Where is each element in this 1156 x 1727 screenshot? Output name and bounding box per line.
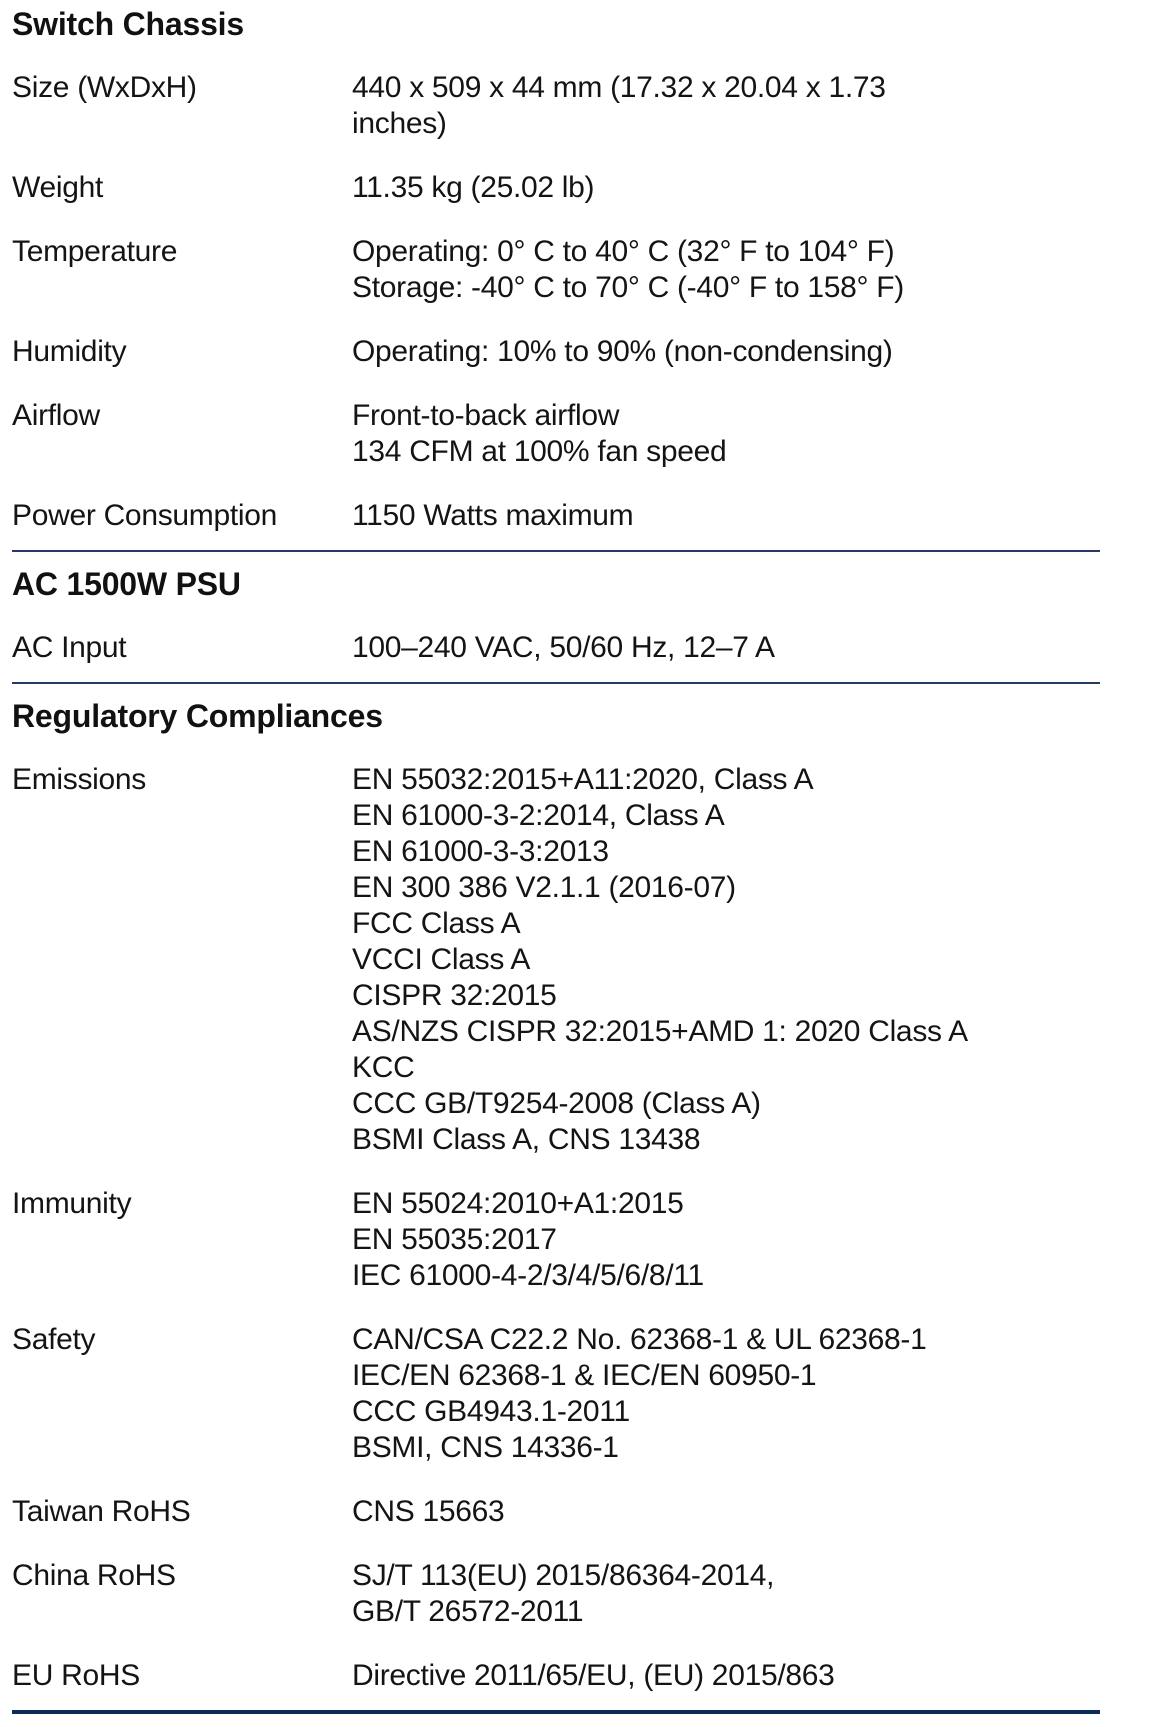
spec-value-line: Operating: 10% to 90% (non-condensing): [352, 335, 893, 368]
spec-row-temperature: [12, 220, 1156, 320]
section-switch-chassis: [12, 6, 1156, 548]
spec-value: [352, 1186, 1156, 1294]
spec-row-weight: [12, 156, 1156, 220]
spec-value-line: IEC 61000-4-2/3/4/5/6/8/11: [352, 1259, 704, 1292]
spec-row-power-consumption: [12, 484, 1156, 548]
spec-row-taiwan-rohs: [12, 1480, 1156, 1544]
spec-label: Immunity: [12, 1187, 132, 1220]
spec-value-line: IEC/EN 62368-1 & IEC/EN 60950-1: [352, 1359, 817, 1392]
spec-value-line: CISPR 32:2015: [352, 979, 557, 1012]
spec-value-line: BSMI Class A, CNS 13438: [352, 1123, 701, 1156]
spec-label: Safety: [12, 1323, 96, 1356]
section-ac-psu: [12, 566, 1156, 680]
spec-value-line: EN 55024:2010+A1:2015: [352, 1187, 684, 1220]
spec-value-line: CNS 15663: [352, 1495, 505, 1528]
section-heading: Regulatory Compliances: [12, 698, 383, 734]
spec-label: China RoHS: [12, 1559, 176, 1592]
spec-label: Power Consumption: [12, 499, 278, 532]
spec-value-line: VCCI Class A: [352, 943, 531, 976]
section-heading: Switch Chassis: [12, 6, 244, 42]
section-heading: AC 1500W PSU: [12, 566, 241, 602]
spec-value-line: AS/NZS CISPR 32:2015+AMD 1: 2020 Class A: [352, 1015, 968, 1048]
spec-value-line: 100–240 VAC, 50/60 Hz, 12–7 A: [352, 631, 775, 664]
spec-value-line: CAN/CSA C22.2 No. 62368-1 & UL 62368-1: [352, 1323, 927, 1356]
spec-value: [352, 70, 1156, 142]
spec-value-line: EN 55035:2017: [352, 1223, 557, 1256]
spec-value-line: Front-to-back airflow: [352, 399, 620, 432]
spec-value-line: CCC GB/T9254-2008 (Class A): [352, 1087, 761, 1120]
spec-label: Emissions: [12, 763, 146, 796]
spec-row-size: [12, 56, 1156, 156]
spec-value-line: SJ/T 113(EU) 2015/86364-2014,: [352, 1559, 775, 1592]
spec-label: AC Input: [12, 631, 127, 664]
spec-row-emissions: [12, 748, 1156, 1172]
spec-value-line: 134 CFM at 100% fan speed: [352, 435, 727, 468]
spec-value-line: BSMI, CNS 14336-1: [352, 1431, 619, 1464]
spec-value: [352, 1494, 1156, 1530]
spec-value: [352, 398, 1156, 470]
spec-value-line: CCC GB4943.1-2011: [352, 1395, 630, 1428]
spec-row-ac-input: [12, 616, 1156, 680]
spec-value-line: FCC Class A: [352, 907, 521, 940]
spec-label: Airflow: [12, 399, 100, 432]
spec-label: Taiwan RoHS: [12, 1495, 191, 1528]
spec-value: [352, 170, 1156, 206]
spec-value: [352, 334, 1156, 370]
spec-row-eu-rohs: [12, 1644, 1156, 1708]
spec-value-line: Directive 2011/65/EU, (EU) 2015/863: [352, 1659, 835, 1692]
section-regulatory-compliances: [12, 698, 1156, 1708]
spec-value: [352, 630, 1156, 666]
spec-value-line: EN 300 386 V2.1.1 (2016-07): [352, 871, 736, 904]
spec-row-humidity: [12, 320, 1156, 384]
spec-value-line: 11.35 kg (25.02 lb): [352, 171, 595, 204]
spec-value-line: inches): [352, 107, 447, 140]
spec-row-safety: [12, 1308, 1156, 1480]
spec-value-line: 1150 Watts maximum: [352, 499, 634, 532]
spec-label: Humidity: [12, 335, 127, 368]
spec-value-line: KCC: [352, 1051, 415, 1084]
spec-value-line: EN 61000-3-3:2013: [352, 835, 609, 868]
spec-value: [352, 1658, 1156, 1694]
section-divider: [12, 682, 1100, 684]
spec-value-line: EN 61000-3-2:2014, Class A: [352, 799, 725, 832]
spec-value: [352, 762, 1156, 1158]
spec-row-immunity: [12, 1172, 1156, 1308]
spec-value-line: 440 x 509 x 44 mm (17.32 x 20.04 x 1.73: [352, 71, 886, 104]
spec-value: [352, 498, 1156, 534]
spec-label: Weight: [12, 171, 104, 204]
spec-row-china-rohs: [12, 1544, 1156, 1644]
spec-value-line: EN 55032:2015+A11:2020, Class A: [352, 763, 814, 796]
final-divider: [12, 1710, 1100, 1714]
spec-value: [352, 1322, 1156, 1466]
spec-value-line: Storage: -40° C to 70° C (-40° F to 158° F): [352, 271, 904, 304]
spec-label: Size (WxDxH): [12, 71, 197, 104]
spec-label: Temperature: [12, 235, 178, 268]
section-divider: [12, 550, 1100, 552]
spec-value-line: Operating: 0° C to 40° C (32° F to 104° F): [352, 235, 895, 268]
spec-value-line: GB/T 26572-2011: [352, 1595, 584, 1628]
spec-value: [352, 1558, 1156, 1630]
spec-value: [352, 234, 1156, 306]
spec-row-airflow: [12, 384, 1156, 484]
spec-label: EU RoHS: [12, 1659, 140, 1692]
